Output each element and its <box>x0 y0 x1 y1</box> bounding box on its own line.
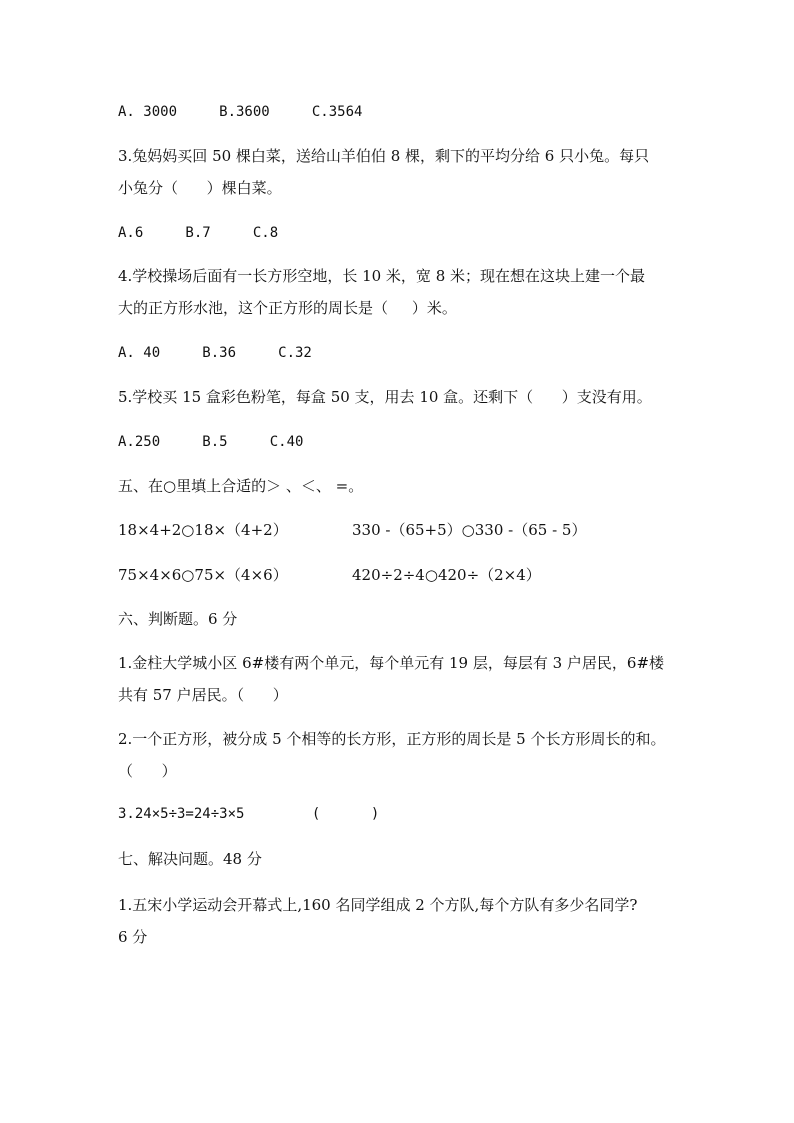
solve-q1-line1: 1.五宋小学运动会开幕式上,160 名同学组成 2 个方队,每个方队有多少名同学? <box>118 896 638 914</box>
q4-text-line1: 4.学校操场后面有一长方形空地，长 10 米，宽 8 米；现在想在这块上建一个最 <box>118 267 646 285</box>
section6-heading: 六、判断题。6 分 <box>118 610 238 628</box>
section7-heading: 七、解决问题。48 分 <box>118 850 262 868</box>
q3-text-line1: 3.兔妈妈买回 50 棵白菜，送给山羊伯伯 8 棵，剩下的平均分给 6 只小兔。每只 <box>118 147 650 165</box>
compare-row1-right: 330 -（65+5）○330 -（65 - 5） <box>352 521 587 539</box>
q3-text-line2: 小兔分（ ）棵白菜。 <box>118 179 282 197</box>
section5-heading: 五、在○里填上合适的＞ 、＜、 =。 <box>118 477 364 495</box>
q4-options: A. 40 B.36 C.32 <box>118 345 312 361</box>
compare-row1-left: 18×4+2○18×（4+2） <box>118 521 288 539</box>
judge-q1-line1: 1.金柱大学城小区 6#楼有两个单元，每个单元有 19 层，每层有 3 户居民，6#楼 <box>118 654 665 672</box>
q5-text-line1: 5.学校买 15 盒彩色粉笔，每盒 50 支，用去 10 盒。还剩下（ ）支没有用。 <box>118 388 652 406</box>
judge-q2-line2: （ ） <box>118 762 177 780</box>
judge-q3-line1: 3.24×5÷3=24÷3×5 ( ) <box>118 806 380 822</box>
q5-options: A.250 B.5 C.40 <box>118 434 304 450</box>
judge-q1-line2: 共有 57 户居民。（ ） <box>118 686 288 704</box>
compare-row2-left: 75×4×6○75×（4×6） <box>118 566 288 584</box>
q4-text-line2: 大的正方形水池，这个正方形的周长是（ ）米。 <box>118 299 457 317</box>
judge-q2-line1: 2.一个正方形，被分成 5 个相等的长方形，正方形的周长是 5 个长方形周长的和。 <box>118 730 666 748</box>
q3-options: A.6 B.7 C.8 <box>118 225 279 241</box>
q2-options: A. 3000 B.3600 C.3564 <box>118 104 363 120</box>
compare-row2-right: 420÷2÷4○420÷（2×4） <box>352 566 541 584</box>
solve-q1-line2: 6 分 <box>118 928 148 946</box>
